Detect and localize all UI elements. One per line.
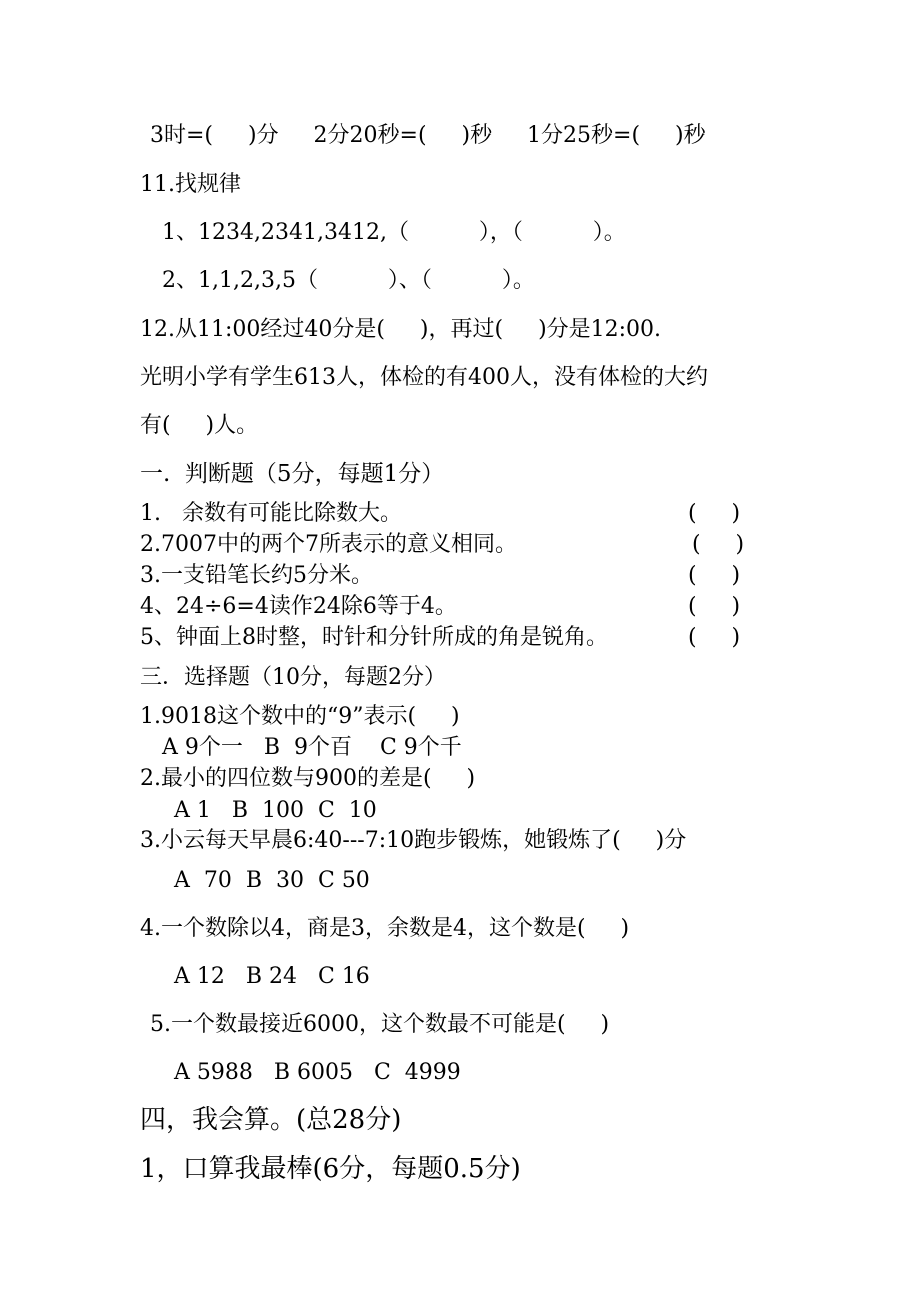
question-11-title: 11.找规律 <box>140 172 241 197</box>
question-12: 12.从11:00经过40分是( )，再过( )分是12:00. <box>140 317 662 342</box>
judge-item-2-paren: ( ) <box>692 532 745 557</box>
pattern-1: 1、1234,2341,3412,（ ），（ ）。 <box>162 220 626 245</box>
judge-item-1-paren: ( ) <box>688 501 741 526</box>
choice-question-1: 1.9018这个数中的“9”表示( ) <box>140 704 460 729</box>
choice-question-5-options: A 5988 B 6005 C 4999 <box>174 1060 461 1085</box>
mental-math-title: 1，口算我最棒(6分，每题0.5分) <box>140 1154 521 1184</box>
judge-item-2: 2.7007中的两个7所表示的意义相同。 <box>140 532 517 557</box>
choice-question-3-options: A 70 B 30 C 50 <box>174 868 370 893</box>
choice-question-5: 5.一个数最接近6000，这个数最不可能是( ) <box>150 1012 610 1037</box>
judge-item-1: 1. 余数有可能比除数大。 <box>140 501 402 526</box>
choice-question-4: 4.一个数除以4，商是3，余数是4，这个数是( ) <box>140 916 630 941</box>
student-count-answer-line: 有( )人。 <box>140 413 259 438</box>
judge-item-4-paren: ( ) <box>688 594 741 619</box>
section-judgement-title: 一. 判断题（5分，每题1分） <box>140 461 445 487</box>
choice-question-2-options: A 1 B 100 C 10 <box>174 798 377 823</box>
judge-item-3-paren: ( ) <box>688 563 741 588</box>
judge-item-5-paren: ( ) <box>688 625 741 650</box>
judge-item-5: 5、钟面上8时整，时针和分针所成的角是锐角。 <box>140 625 608 650</box>
pattern-2: 2、1,1,2,3,5（ ）、（ ）。 <box>162 268 535 293</box>
section-choice-title: 三．选择题（10分，每题2分） <box>140 665 446 690</box>
judge-item-4: 4、24÷6=4读作24除6等于4。 <box>140 594 457 619</box>
time-conversion-line: 3时=( )分 2分20秒=( )秒 1分25秒=( )秒 <box>150 123 706 148</box>
student-count-question: 光明小学有学生613人，体检的有400人，没有体检的大约 <box>140 365 708 390</box>
choice-question-3: 3.小云每天早晨6:40---7:10跑步锻炼，她锻炼了( )分 <box>140 828 687 853</box>
choice-question-2: 2.最小的四位数与900的差是( ) <box>140 766 476 791</box>
section-calculation-title: 四，我会算。(总28分) <box>140 1105 402 1135</box>
choice-question-4-options: A 12 B 24 C 16 <box>174 964 370 989</box>
choice-question-1-options: A 9个一 B 9个百 C 9个千 <box>162 735 462 760</box>
judge-item-3: 3.一支铅笔长约5分米。 <box>140 563 373 588</box>
